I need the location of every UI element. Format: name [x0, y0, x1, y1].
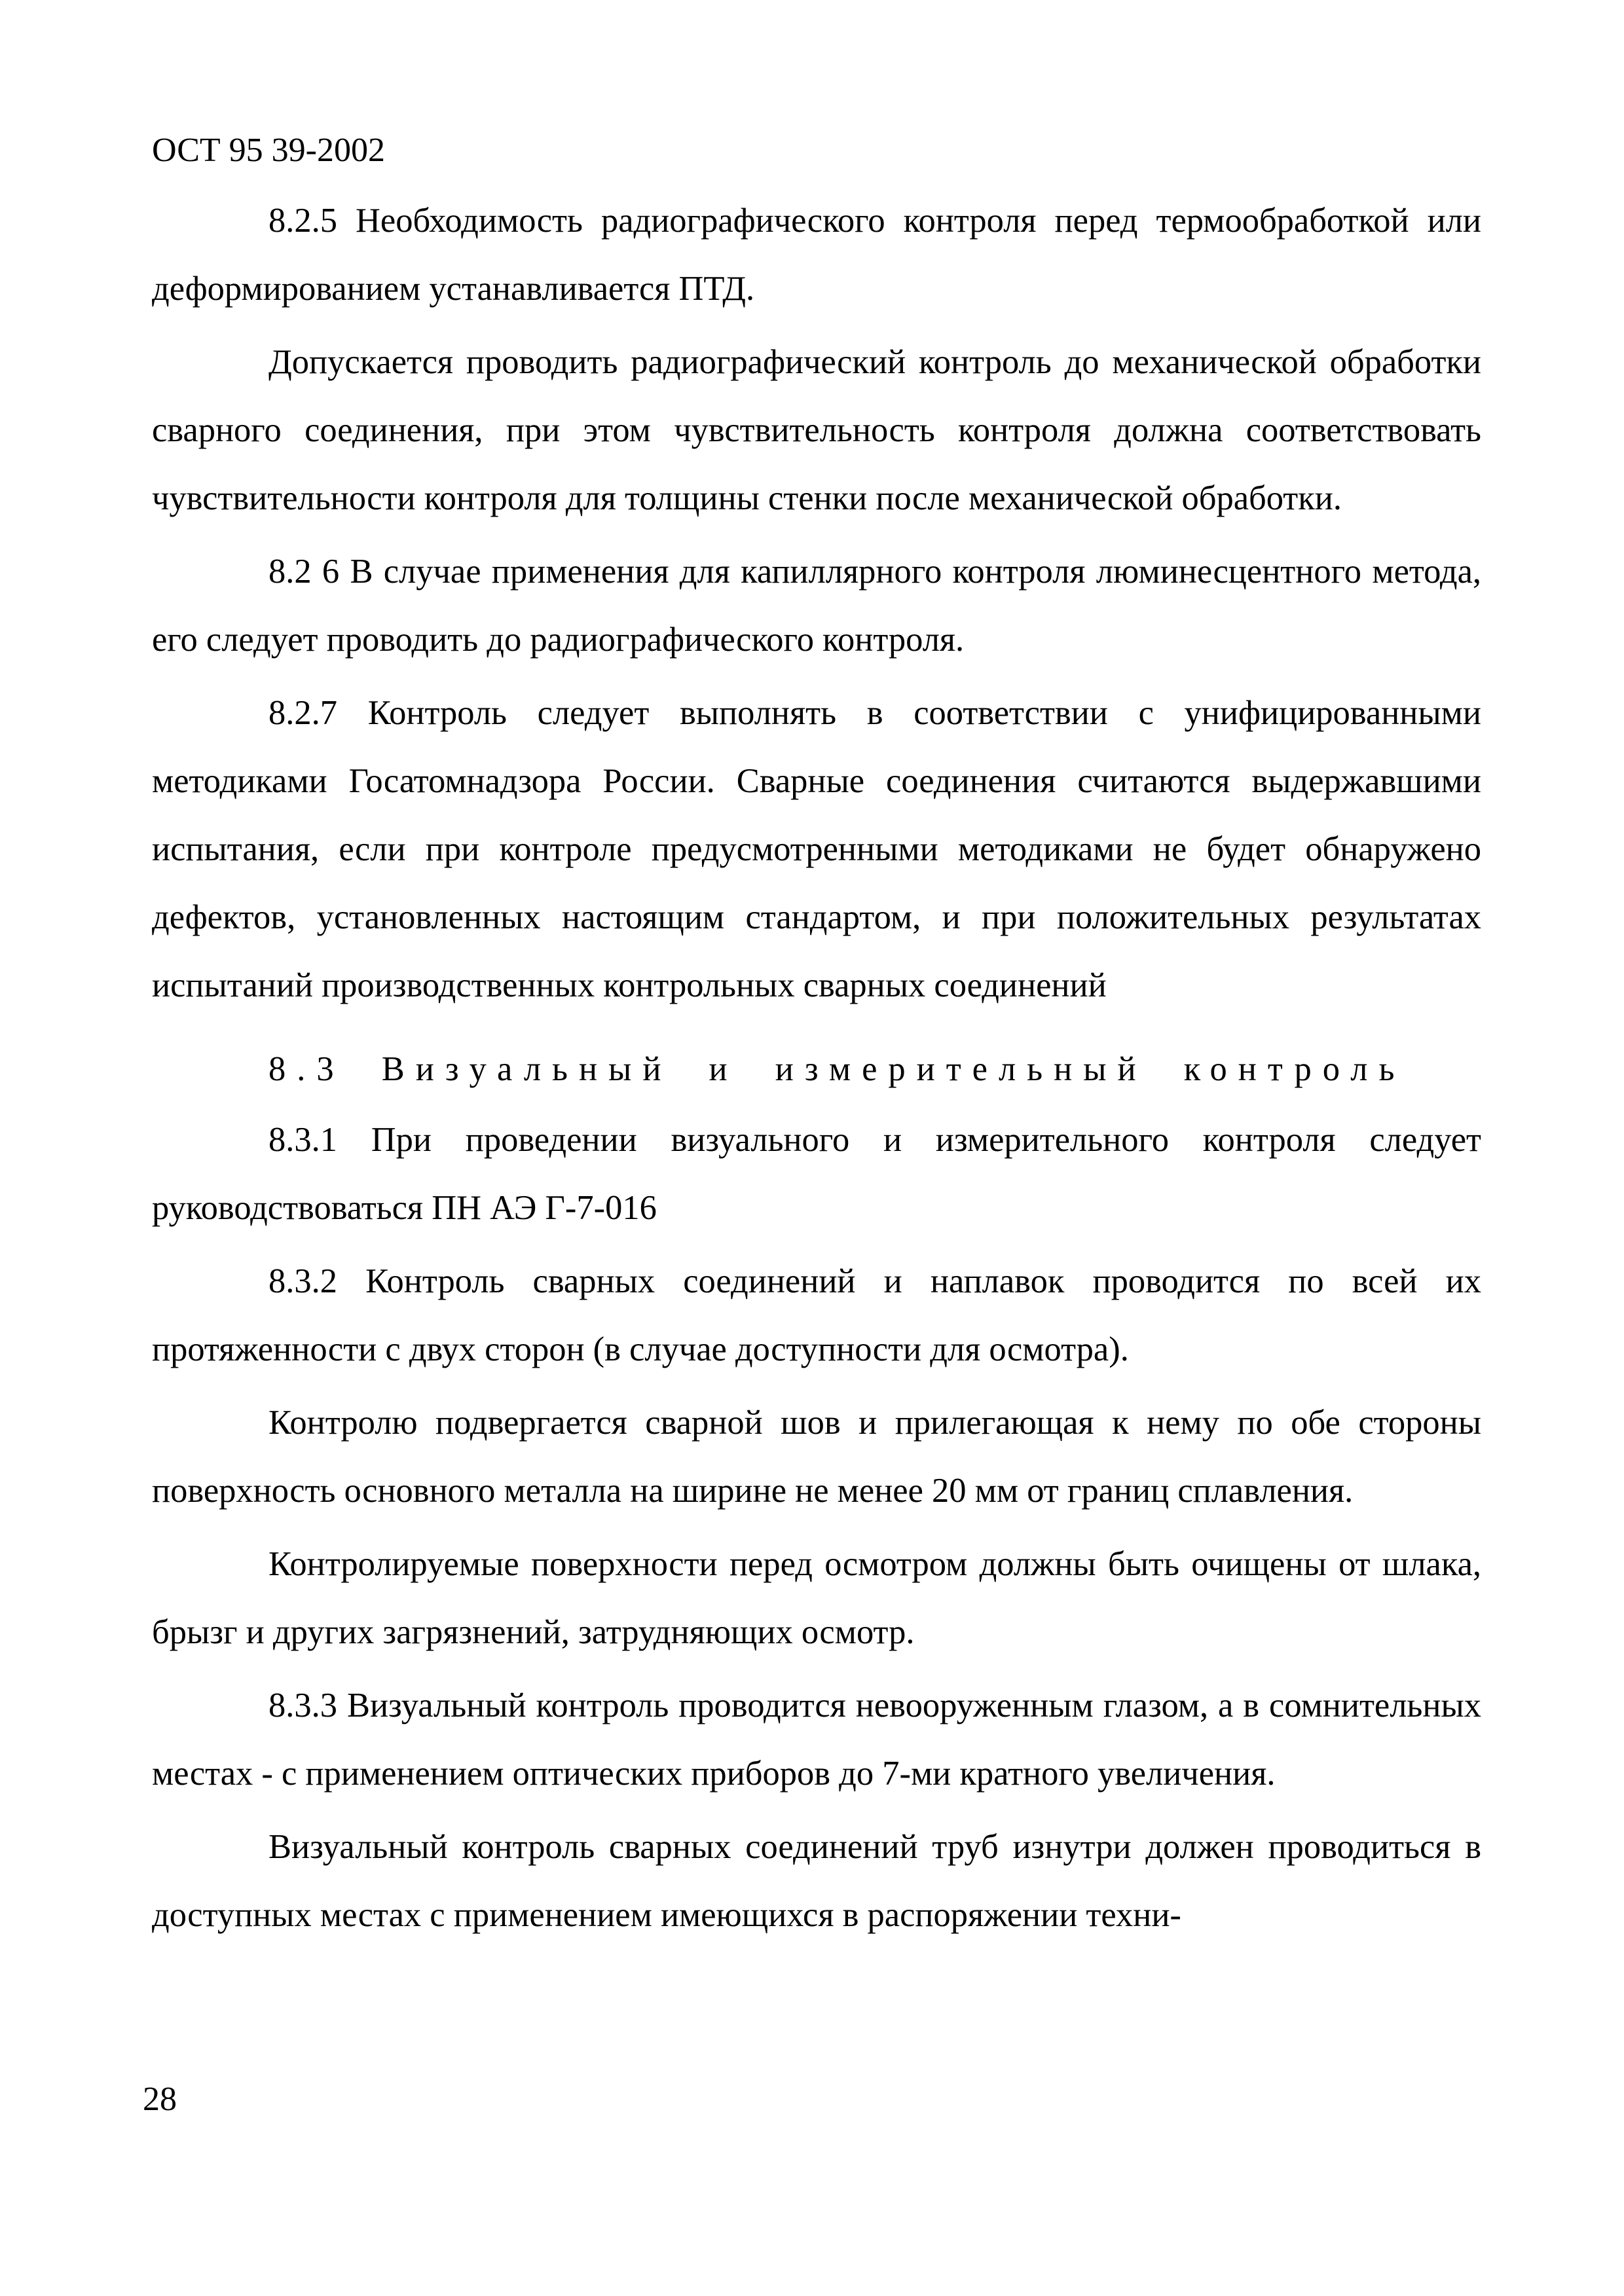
document-body [152, 187, 1481, 1949]
paragraph-8-3-3: 8.3.3 Визуальный контроль проводится невооруженным глазом, а в сомнительных местах - с применением оптических приборов до 7-ми кратного увеличения. [152, 1686, 1481, 1793]
paragraph-8-2-7: 8.2.7 Контроль следует выполнять в соответствии с унифицированными методиками Госатомнадзора России. Сварные соединения считаются выдержавшими испытания, если при контроле предусмотренными методиками не будет обнаружено дефектов, установленных настоящим стандартом, и при положительных результатах испытаний производственных контрольных сварных соединений [152, 694, 1481, 1004]
page-number: 28 [143, 2081, 177, 2118]
paragraph-radiographic-before-machining: Допускается проводить радиографический контроль до механической обработки сварного соединения, при этом чувствительность контроля должна соответствовать чувствительности контроля для толщины стенки после механической обработки. [152, 343, 1481, 517]
paragraph-8-2-6: 8.2 6 В случае применения для капиллярного контроля люминесцентного метода, его следует проводить до радиографического контроля. [152, 553, 1481, 659]
paragraph-weld-surface-control: Контролю подвергается сварной шов и прилегающая к нему по обе стороны поверхность основного металла на ширине не менее 20 мм от границ сплавления. [152, 1404, 1481, 1510]
document-header: ОСТ 95 39-2002 [152, 132, 385, 169]
paragraph-8-2-5: 8.2.5 Необходимость радиографического контроля перед термообработкой или деформированием устанавливается ПТД. [152, 202, 1481, 308]
paragraph-surface-cleaning: Контролируемые поверхности перед осмотром должны быть очищены от шлака, брызг и других загрязнений, затрудняющих осмотр. [152, 1545, 1481, 1651]
section-title-8-3: 8.3 Визуальный и измерительный контроль [268, 1050, 1406, 1088]
paragraph-pipe-inner-inspection: Визуальный контроль сварных соединений труб изнутри должен проводиться в доступных местах с применением имеющихся в распоряжении техни- [152, 1828, 1481, 1934]
paragraph-8-3-1: 8.3.1 При проведении визуального и измерительного контроля следует руководствоваться ПН АЭ Г-7-016 [152, 1121, 1481, 1227]
paragraph-8-3-2: 8.3.2 Контроль сварных соединений и наплавок проводится по всей их протяженности с двух сторон (в случае доступности для осмотра). [152, 1262, 1481, 1368]
